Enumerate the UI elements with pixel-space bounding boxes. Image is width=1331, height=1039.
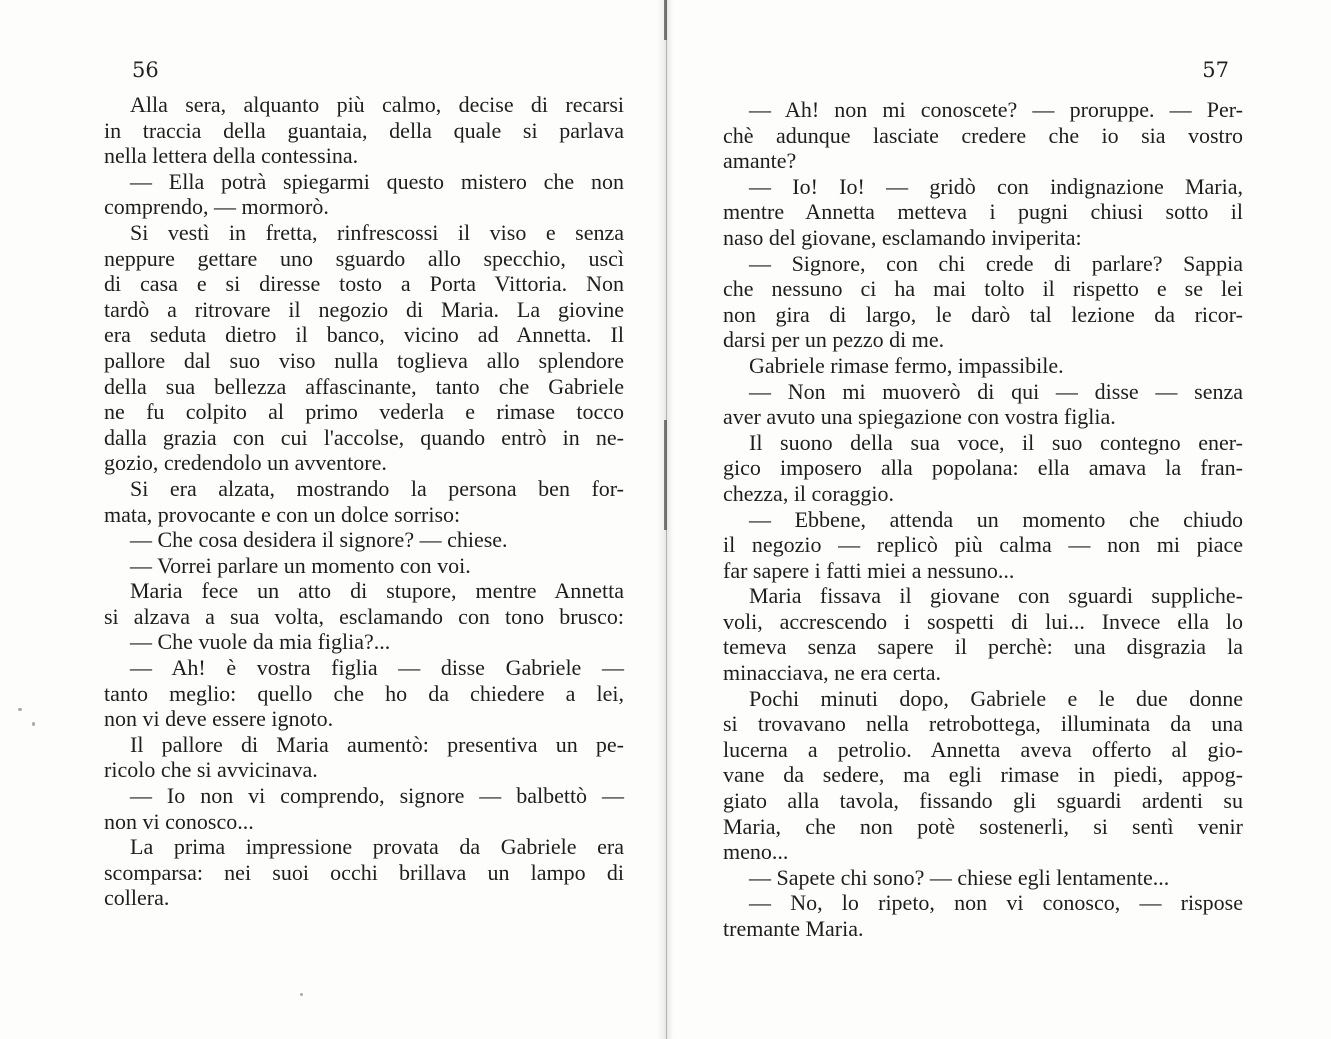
- text-line: — No, lo ripeto, non vi conosco, — rispose: [749, 890, 1243, 916]
- text-line: giato alla tavola, fissando gli sguardi ardenti su: [723, 788, 1243, 814]
- text-line: Maria fissava il giovane con sguardi suppliche-: [749, 583, 1243, 609]
- text-line: — Che vuole da mia figlia?...: [130, 629, 391, 655]
- text-line: — Ella potrà spiegarmi questo mistero che non: [130, 168, 624, 194]
- text-line: Alla sera, alquanto più calmo, decise di recarsi: [130, 92, 624, 117]
- text-line: — Ah! è vostra figlia — disse Gabriele —: [130, 655, 624, 681]
- text-line: mata, provocante e con un dolce sorriso:: [104, 501, 461, 527]
- text-line: — Non mi muoverò di qui — disse — senza: [749, 378, 1243, 404]
- text-line: vane da sedere, ma egli rimase in piedi, appog-: [723, 762, 1243, 788]
- left-page-text: [104, 92, 624, 911]
- text-line: in traccia della guantaia, della quale si parlava: [104, 117, 624, 143]
- text-line: non gira di largo, le darò tal lezione da ricor-: [723, 301, 1243, 327]
- text-line: Il pallore di Maria aumentò: presentiva un pe-: [130, 731, 624, 757]
- text-line: non vi deve essere ignoto.: [104, 706, 334, 732]
- text-line: lucerna a petrolio. Annetta aveva offerto al gio-: [723, 736, 1243, 762]
- text-line: tanto meglio: quello che ho da chiedere a lei,: [104, 680, 624, 706]
- page-number: 56: [132, 58, 159, 82]
- text-line: gico imposero alla popolana: ella amava la fran-: [723, 455, 1243, 481]
- text-line: tremante Maria.: [723, 916, 864, 941]
- text-line: meno...: [723, 839, 789, 865]
- text-line: gozio, credendolo un avventore.: [104, 450, 387, 476]
- text-line: temeva senza sapere il perchè: una disgrazia la: [723, 634, 1243, 660]
- text-line: che nessuno ci ha mai tolto il rispetto e se lei: [723, 276, 1243, 302]
- text-line: Maria, che non potè sostenerli, si sentì venir: [723, 813, 1243, 839]
- text-line: Il suono della sua voce, il suo contegno ener-: [749, 429, 1243, 455]
- text-line: si alzava a sua volta, esclamando con tono brusco:: [104, 603, 624, 629]
- text-line: — Ebbene, attenda un momento che chiudo: [749, 506, 1243, 532]
- text-line: chè adunque lasciate credere che io sia vostro: [723, 122, 1243, 148]
- paper-speck: [18, 708, 22, 711]
- text-line: comprendo, — mormorò.: [104, 194, 329, 220]
- text-line: scomparsa: nei suoi occhi brillava un lampo di: [104, 859, 624, 885]
- text-line: dalla grazia con cui l'accolse, quando entrò in ne-: [104, 424, 624, 450]
- text-line: minacciava, ne era certa.: [723, 660, 942, 686]
- text-line: naso del giovane, esclamando inviperita:: [723, 224, 1082, 250]
- text-line: — Sapete chi sono? — chiese egli lentamente...: [749, 864, 1170, 890]
- text-line: tardò a ritrovare il negozio di Maria. La giovine: [104, 296, 624, 322]
- text-line: Si vestì in fretta, rinfrescossi il viso e senza: [130, 219, 624, 245]
- text-line: — Signore, con chi crede di parlare? Sappia: [749, 250, 1243, 276]
- text-line: Pochi minuti dopo, Gabriele e le due donne: [749, 685, 1243, 711]
- text-line: ne fu colpito al primo vederla e rimase tocco: [104, 399, 624, 425]
- text-line: mentre Annetta metteva i pugni chiusi sotto il: [723, 199, 1243, 225]
- text-line: amante?: [723, 148, 797, 174]
- text-line: Gabriele rimase fermo, impassibile.: [749, 352, 1064, 378]
- text-line: — Io! Io! — gridò con indignazione Maria,: [749, 173, 1243, 199]
- text-line: chezza, il coraggio.: [723, 480, 895, 506]
- text-line: Maria fece un atto di stupore, mentre Annetta: [130, 578, 624, 604]
- text-line: di casa e si diresse tosto a Porta Vittoria. Non: [104, 271, 624, 297]
- text-line: far sapere i fatti miei a nessuno...: [723, 557, 1015, 583]
- right-page: [723, 0, 1243, 1039]
- gutter-binding-mark-middle: [664, 420, 667, 530]
- text-line: della sua bellezza affascinante, tanto che Gabriele: [104, 373, 624, 399]
- text-line: collera.: [104, 885, 170, 911]
- left-page: [104, 0, 624, 1039]
- text-line: — Ah! non mi conoscete? — proruppe. — Per-: [749, 97, 1243, 122]
- right-page-text: [723, 97, 1243, 942]
- text-line: neppure gettare uno sguardo allo specchio, uscì: [104, 245, 624, 271]
- text-line: — Vorrei parlare un momento con voi.: [130, 552, 471, 578]
- text-line: nella lettera della contessina.: [104, 143, 359, 169]
- page-number: 57: [1202, 58, 1229, 82]
- text-line: non vi conosco...: [104, 808, 254, 834]
- text-line: pallore dal suo viso nulla toglieva allo splendore: [104, 347, 624, 373]
- text-line: voli, accrescendo i sospetti di lui... Invece ella lo: [723, 608, 1243, 634]
- text-line: darsi per un pezzo di me.: [723, 327, 945, 353]
- text-line: ricolo che si avvicinava.: [104, 757, 318, 783]
- text-line: — Che cosa desidera il signore? — chiese.: [130, 527, 508, 553]
- text-line: Si era alzata, mostrando la persona ben for-: [130, 475, 624, 501]
- gutter-binding-mark-top: [664, 0, 667, 40]
- text-line: aver avuto una spiegazione con vostra figlia.: [723, 404, 1116, 430]
- text-line: si trovavano nella retrobottega, illuminata da una: [723, 711, 1243, 737]
- text-line: — Io non vi comprendo, signore — balbettò —: [130, 783, 624, 809]
- text-line: La prima impressione provata da Gabriele era: [130, 834, 624, 860]
- text-line: il negozio — replicò più calma — non mi piace: [723, 532, 1243, 558]
- text-line: era seduta dietro il banco, vicino ad Annetta. Il: [104, 322, 624, 348]
- paper-speck: [32, 722, 35, 726]
